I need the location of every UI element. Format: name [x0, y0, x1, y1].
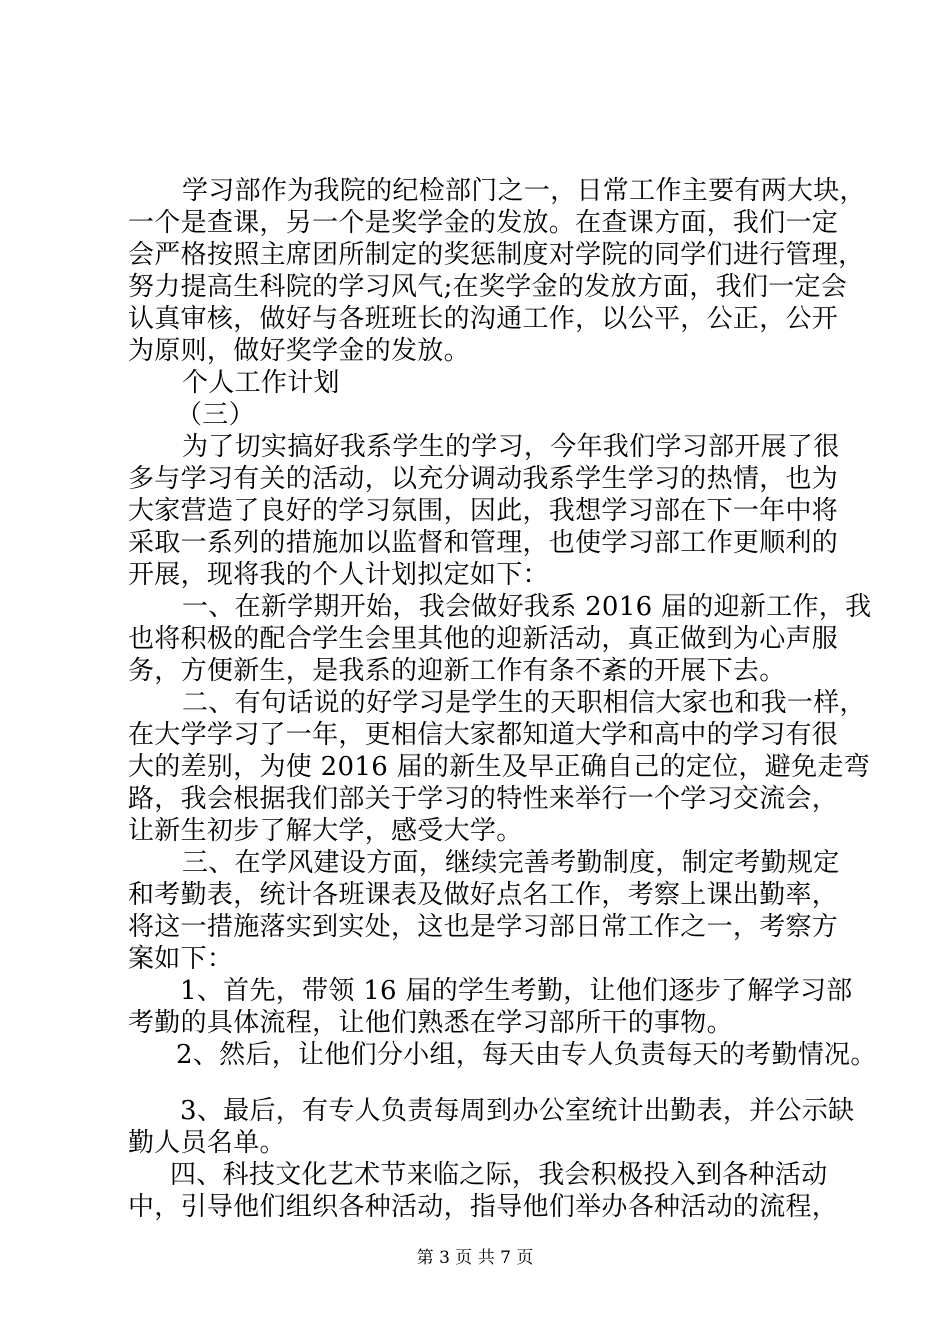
paragraph-line: 认真审核，做好与各班班长的沟通工作，以公平，公正，公开 — [128, 304, 839, 334]
paragraph-line: 在大学学习了一年，更相信大家都知道大学和高中的学习有很 — [128, 720, 839, 750]
paragraph-line: 努力提高生科院的学习风气;在奖学金的发放方面，我们一定会 — [128, 272, 848, 302]
list-item-line: 3、最后，有专人负责每周到办公室统计出勤表，并公示缺 — [180, 1096, 855, 1126]
paragraph-line: 二、有句话说的好学习是学生的天职相信大家也和我一样， — [182, 688, 866, 718]
paragraph-line: 和考勤表，统计各班课表及做好点名工作，考察上课出勤率， — [128, 880, 839, 910]
paragraph-line: 让新生初步了解大学，感受大学。 — [128, 816, 523, 846]
paragraph-line: 为原则，做好奖学金的发放。 — [128, 336, 470, 366]
paragraph-line: 路，我会根据我们部关于学习的特性来举行一个学习交流会， — [128, 784, 839, 814]
paragraph-line: 案如下： — [128, 944, 234, 974]
paragraph-line: 将这一措施落实到实处，这也是学习部日常工作之一，考察方 — [128, 912, 839, 942]
page-number-footer: 第 3 页 共 7 页 — [416, 1248, 534, 1268]
paragraph-line: 学习部作为我院的纪检部门之一，日常工作主要有两大块， — [182, 176, 866, 206]
paragraph-line: 一个是查课，另一个是奖学金的发放。在查课方面，我们一定 — [128, 208, 839, 238]
section-number: （三） — [176, 400, 255, 430]
paragraph-line: 采取一系列的措施加以监督和管理，也使学习部工作更顺利的 — [128, 528, 839, 558]
paragraph-line: 也将积极的配合学生会里其他的迎新活动，真正做到为心声服 — [128, 624, 839, 654]
list-item-line: 2、然后，让他们分小组，每天由专人负责每天的考勤情况。 — [176, 1040, 877, 1070]
paragraph-line: 四、科技文化艺术节来临之际，我会积极投入到各种活动 — [170, 1160, 828, 1190]
paragraph-line: 为了切实搞好我系学生的学习，今年我们学习部开展了很 — [182, 432, 840, 462]
paragraph-line: 大的差别，为使 2016 届的新生及早正确自己的定位，避免走弯 — [128, 752, 870, 782]
paragraph-line: 三、在学风建设方面，继续完善考勤制度，制定考勤规定 — [182, 848, 840, 878]
paragraph-line: 大家营造了良好的学习氛围，因此，我想学习部在下一年中将 — [128, 496, 839, 526]
paragraph-line: 一、在新学期开始，我会做好我系 2016 届的迎新工作，我 — [182, 592, 872, 622]
paragraph-line: 开展，现将我的个人计划拟定如下： — [128, 560, 549, 590]
list-item-line: 勤人员名单。 — [128, 1128, 286, 1158]
list-item-line: 1、首先，带领 16 届的学生考勤，让他们逐步了解学习部 — [180, 976, 853, 1006]
paragraph-line: 中，引导他们组织各种活动，指导他们举办各种活动的流程， — [128, 1192, 839, 1222]
paragraph-line: 务，方便新生，是我系的迎新工作有条不紊的开展下去。 — [128, 656, 786, 686]
paragraph-line: 多与学习有关的活动，以充分调动我系学生学习的热情，也为 — [128, 464, 839, 494]
section-heading: 个人工作计划 — [182, 368, 340, 398]
paragraph-line: 会严格按照主席团所制定的奖惩制度对学院的同学们进行管理， — [128, 240, 865, 270]
list-item-line: 考勤的具体流程，让他们熟悉在学习部所干的事物。 — [128, 1008, 733, 1038]
